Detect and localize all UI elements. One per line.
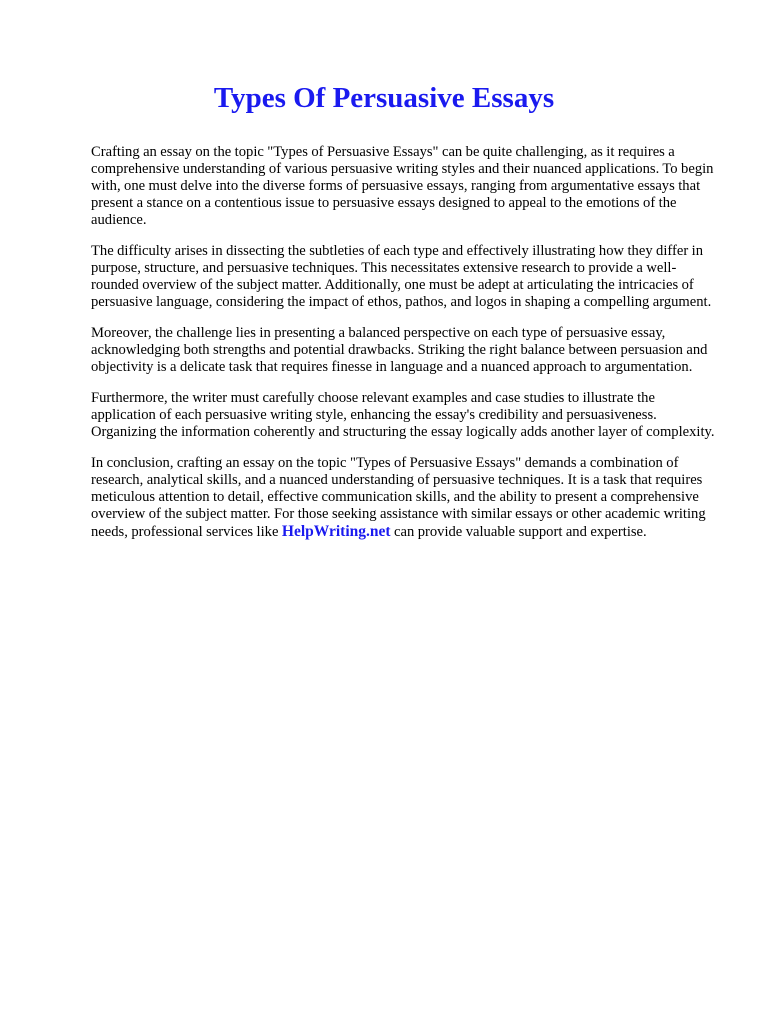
conclusion-text-before-link: In conclusion, crafting an essay on the topic "Types of Persuasive Essays" demands a combination of research, analytical skills, and a nuanced understanding of persuasive techniques. It is a task that requires meticulous attention to detail, effective communication skills, and the ability to present a comprehensive overview of the subject matter. For those seeking assistance with similar essays or other academic writing needs, professional services like — [91, 455, 706, 540]
helpwriting-link[interactable]: HelpWriting.net — [281, 523, 391, 540]
document-title: Types Of Persuasive Essays — [213, 82, 555, 114]
paragraph-2: The difficulty arises in dissecting the subtleties of each type and effectively illustrating how they differ in purpose, structure, and persuasive techniques. This necessitates extensive research to provide a well-rounded overview of the subject matter. Additionally, one must be adept at articulating the intricacies of persuasive language, considering the impact of ethos, pathos, and logos in shaping a compelling argument. — [91, 243, 712, 310]
paragraph-conclusion — [91, 455, 723, 541]
paragraph-4: Furthermore, the writer must carefully choose relevant examples and case studies to illustrate the application of each persuasive writing style, enhancing the essay's credibility and persuasiveness. Organizing the information coherently and structuring the essay logically adds another layer of complexity. — [91, 390, 715, 440]
conclusion-text-after-link: can provide valuable support and expertise. — [390, 524, 647, 540]
paragraph-3: Moreover, the challenge lies in presenting a balanced perspective on each type of persuasive essay, acknowledging both strengths and potential drawbacks. Striking the right balance between persuasion and objectivity is a delicate task that requires finesse in language and a nuanced approach to argumentation. — [91, 325, 708, 375]
paragraph-1: Crafting an essay on the topic "Types of Persuasive Essays" can be quite challenging, as it requires a comprehensive understanding of various persuasive writing styles and their nuanced applications. To begin with, one must delve into the diverse forms of persuasive essays, ranging from argumentative essays that present a stance on a contentious issue to persuasive essays designed to appeal to the emotions of the audience. — [91, 144, 714, 228]
